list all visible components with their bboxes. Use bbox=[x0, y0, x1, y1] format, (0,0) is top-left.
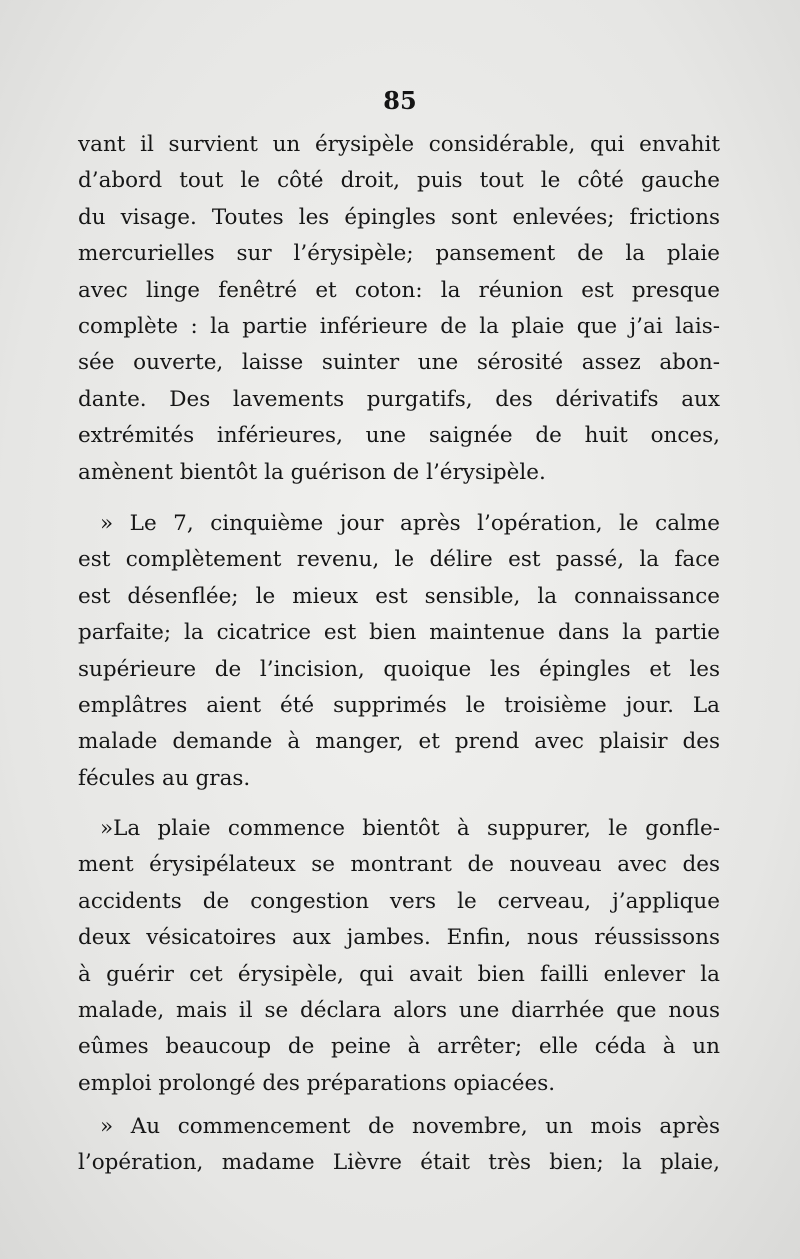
text-line: est complètement revenu, le délire est passé, la face bbox=[78, 547, 720, 573]
text-line: parfaite; la cicatrice est bien maintenue dans la partie bbox=[78, 620, 720, 646]
text-line: ment érysipélateux se montrant de nouveau avec des bbox=[78, 852, 720, 878]
text-line: l’opération, madame Lièvre était très bien; la plaie, bbox=[78, 1150, 720, 1176]
text-line: emplâtres aient été supprimés le troisième jour. La bbox=[78, 692, 720, 718]
text-line: sée ouverte, laisse suinter une sérosité assez abon- bbox=[78, 350, 720, 376]
text-line: complète : la partie inférieure de la plaie que j’ai lais- bbox=[78, 313, 720, 339]
text-line: à guérir cet érysipèle, qui avait bien failli enlever la bbox=[78, 961, 720, 987]
text-line: » Le 7, cinquième jour après l’opération, le calme bbox=[100, 511, 720, 536]
text-line: » Au commencement de novembre, un mois après bbox=[100, 1114, 720, 1139]
text-line: du visage. Toutes les épingles sont enlevées; frictions bbox=[78, 204, 720, 230]
paragraph-1 bbox=[78, 127, 720, 491]
text-line: supérieure de l’incision, quoique les épingles et les bbox=[78, 656, 720, 682]
text-line: accidents de congestion vers le cerveau, j’applique bbox=[78, 888, 720, 914]
text-line: extrémités inférieures, une saignée de huit onces, bbox=[78, 423, 720, 449]
paragraph-4 bbox=[78, 1109, 720, 1182]
text-line: d’abord tout le côté droit, puis tout le côté gauche bbox=[78, 168, 720, 194]
text-line: deux vésicatoires aux jambes. Enfin, nous réussissons bbox=[78, 925, 720, 951]
text-line: malade demande à manger, et prend avec plaisir des bbox=[78, 729, 720, 755]
text-line: avec linge fenêtré et coton: la réunion est presque bbox=[78, 277, 720, 303]
paragraph-3 bbox=[78, 811, 720, 1102]
text-line: fécules au gras. bbox=[78, 765, 251, 791]
text-line: est désenflée; le mieux est sensible, la connaissance bbox=[78, 583, 720, 609]
text-line: malade, mais il se déclara alors une diarrhée que nous bbox=[78, 997, 720, 1023]
text-line: amènent bientôt la guérison de l’érysipèle. bbox=[78, 459, 546, 485]
text-line: vant il survient un érysipèle considérable, qui envahit bbox=[78, 132, 720, 157]
text-line: eûmes beaucoup de peine à arrêter; elle céda à un bbox=[78, 1034, 720, 1060]
page-number: 85 bbox=[383, 86, 417, 115]
text-line: emploi prolongé des préparations opiacées. bbox=[78, 1070, 556, 1096]
paragraph-2 bbox=[78, 506, 720, 797]
text-line: »La plaie commence bientôt à suppurer, le gonfle- bbox=[100, 816, 720, 841]
text-line: dante. Des lavements purgatifs, des dérivatifs aux bbox=[78, 386, 720, 412]
text-line: mercurielles sur l’érysipèle; pansement de la plaie bbox=[78, 241, 720, 267]
